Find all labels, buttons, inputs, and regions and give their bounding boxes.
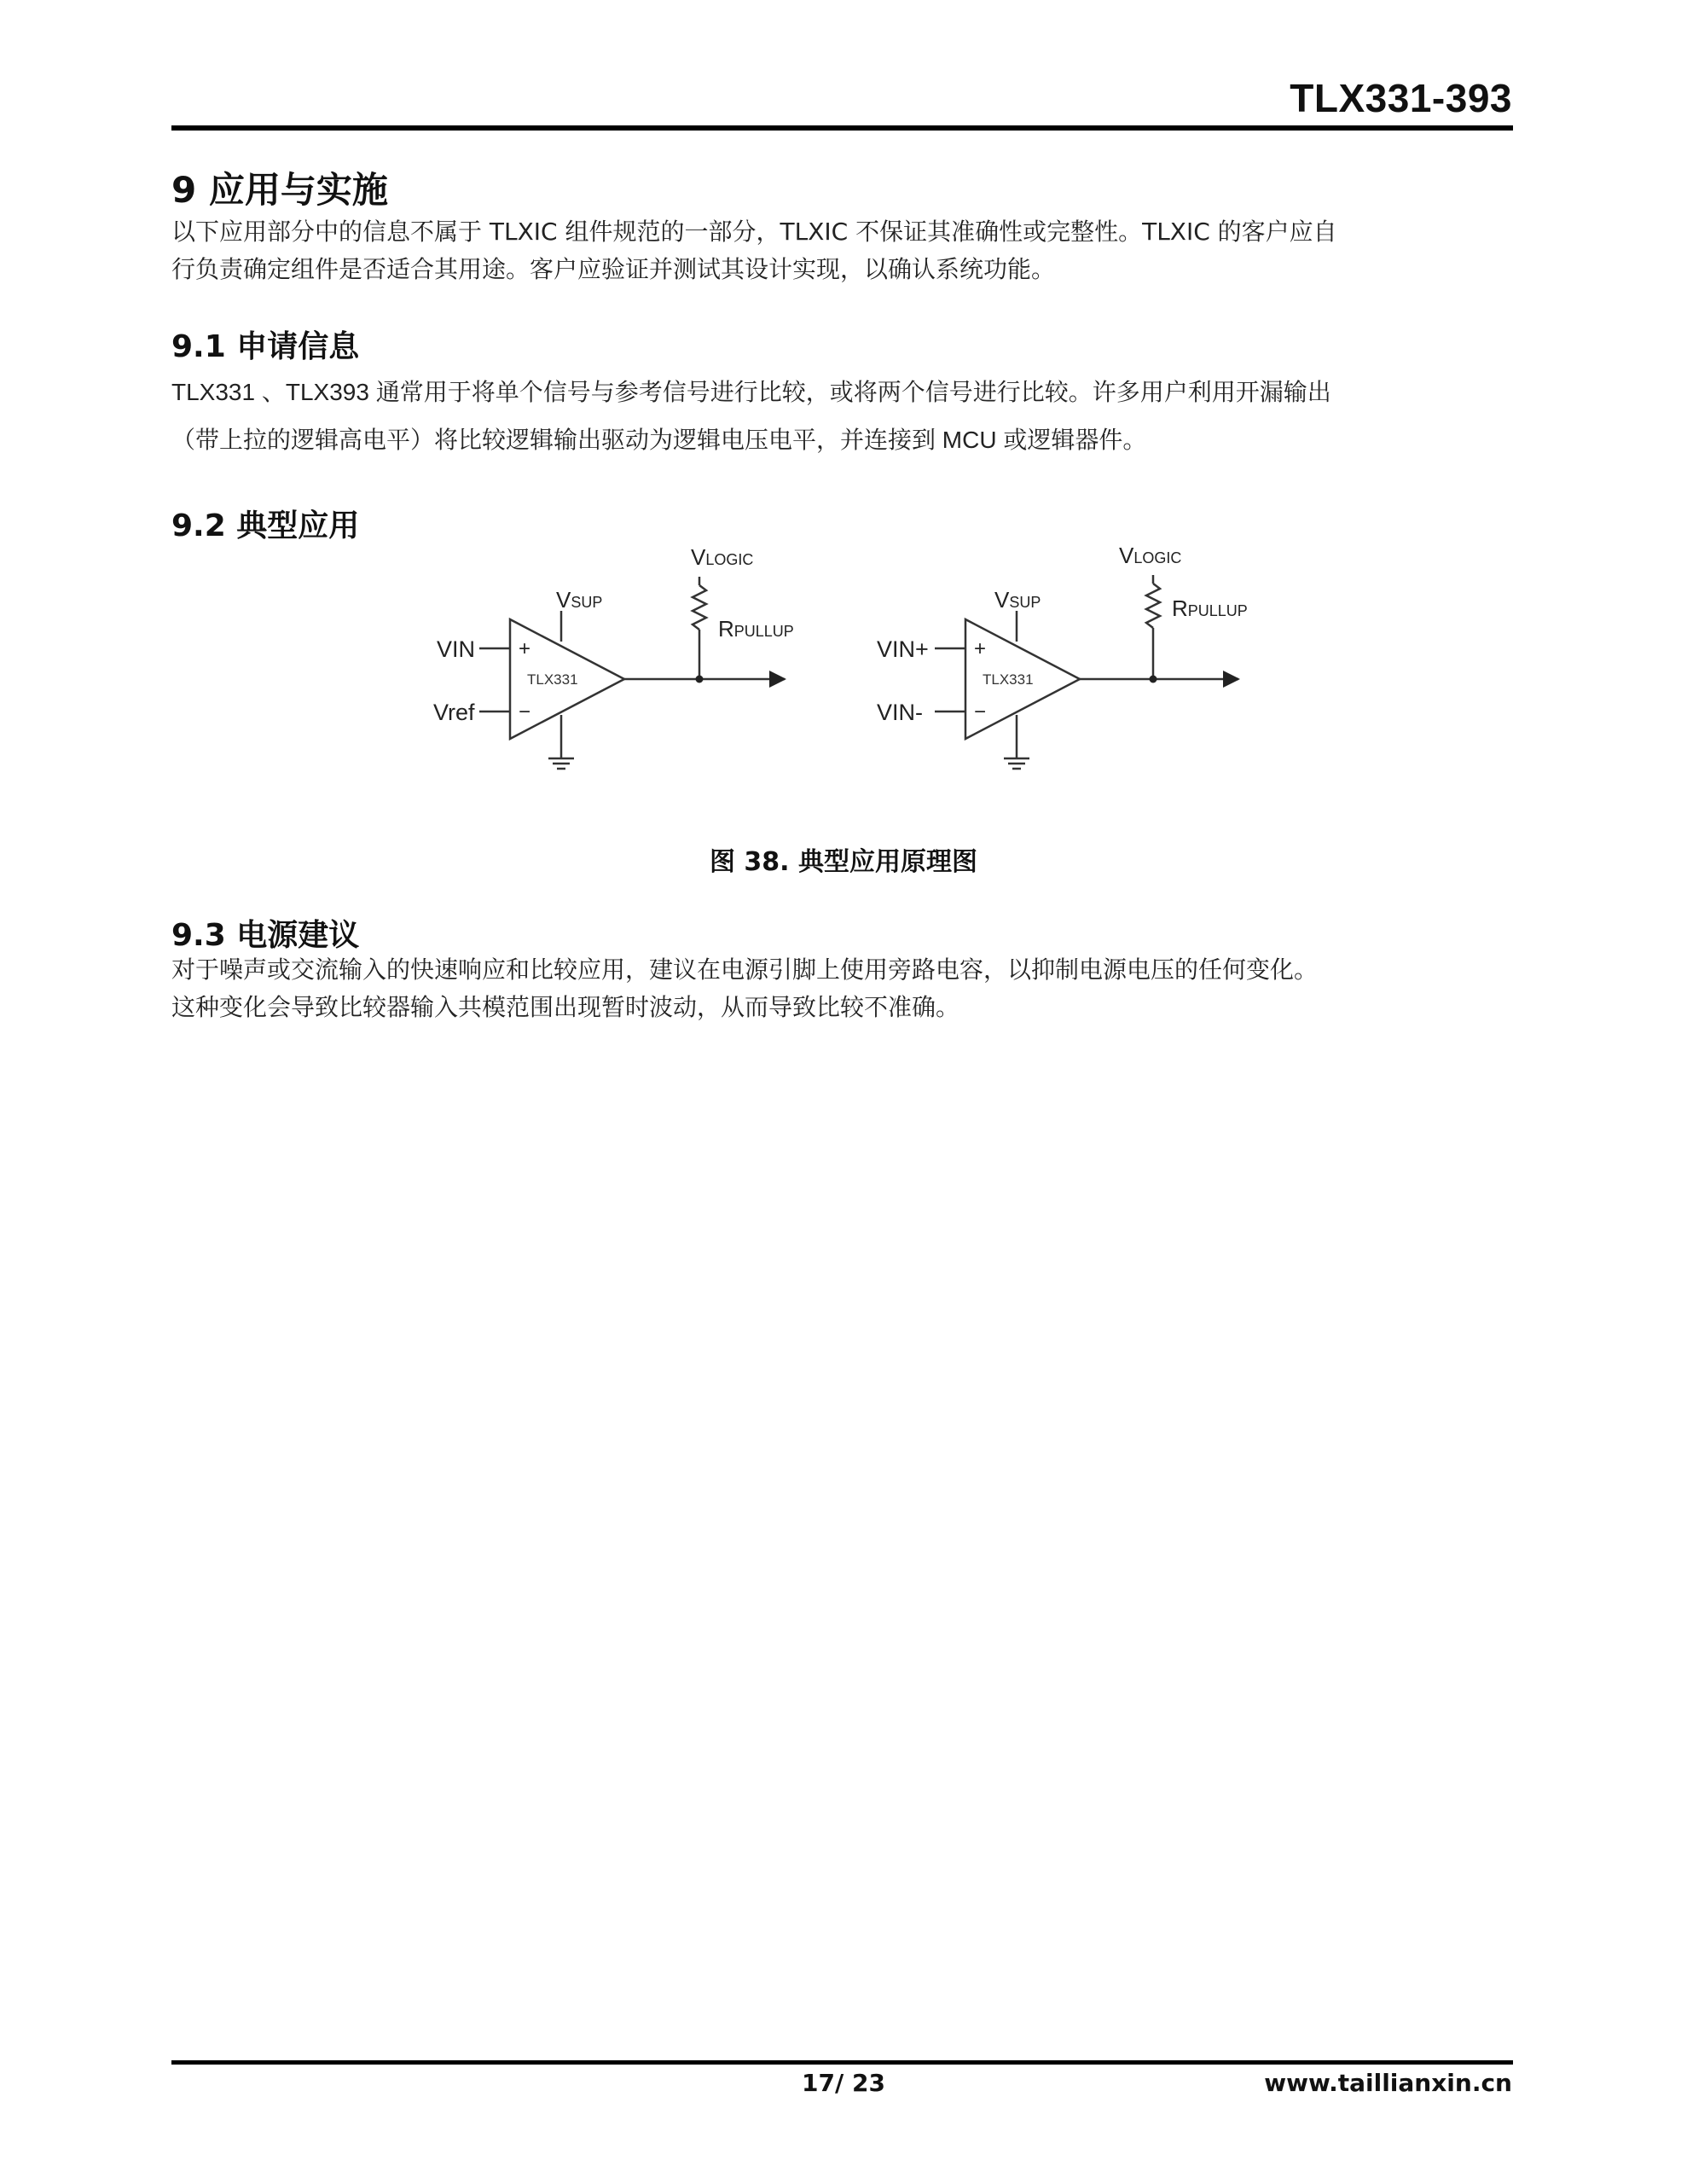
paragraph-line: 以下应用部分中的信息不属于 TLXIC 组件规范的一部分，TLXIC 不保证其准确性或完整性。TLXIC 的客户应自 <box>171 218 1337 246</box>
left-output-node <box>696 676 704 683</box>
section-9-1-paragraph <box>171 369 1515 464</box>
right-input-bottom-label: VIN- <box>877 700 923 725</box>
typical-application-schematic <box>409 541 1271 797</box>
right-part-label: TLX331 <box>983 671 1034 688</box>
left-input-bottom-label: Vref <box>433 700 475 725</box>
left-part-label: TLX331 <box>527 671 578 688</box>
left-vlogic-label: VLOGIC <box>691 544 754 570</box>
left-plus-sign: + <box>519 637 531 660</box>
left-comparator-circuit <box>479 577 785 769</box>
footer-website[interactable]: www.taillianxin.cn <box>1264 2069 1512 2097</box>
figure-caption: 图 38. 典型应用原理图 <box>709 847 978 877</box>
left-minus-sign: − <box>519 700 531 723</box>
right-rpullup-label: RPULLUP <box>1172 595 1248 621</box>
right-plus-sign: + <box>974 637 987 660</box>
section-9-1-heading: 9.1 申请信息 <box>171 329 360 364</box>
right-vlogic-label: VLOGIC <box>1119 543 1182 568</box>
right-pullup-resistor <box>1146 584 1160 628</box>
paragraph-line: 对于噪声或交流输入的快速响应和比较应用，建议在电源引脚上使用旁路电容，以抑制电源电压的任何变化。 <box>171 956 1319 984</box>
section-9-paragraph <box>171 213 1515 288</box>
paragraph-line: 这种变化会导致比较器输入共模范围出现暂时波动，从而导致比较不准确。 <box>171 993 960 1021</box>
right-minus-sign: − <box>974 700 987 723</box>
document-title: TLX331-393 <box>1290 76 1512 120</box>
paragraph-line: 行负责确定组件是否适合其用途。客户应验证并测试其设计实现，以确认系统功能。 <box>171 255 1056 283</box>
left-vsup-label: VSUP <box>556 587 603 613</box>
left-input-top-label: VIN <box>437 636 476 662</box>
section-9-3-heading: 9.3 电源建议 <box>171 918 360 953</box>
right-vsup-label: VSUP <box>994 587 1041 613</box>
footer-rule <box>171 2060 1513 2065</box>
right-output-node <box>1150 676 1157 683</box>
paragraph-line: TLX331 、TLX393 通常用于将单个信号与参考信号进行比较，或将两个信号进行比较。许多用户利用开漏输出 <box>171 379 1331 405</box>
page-number: 17/ 23 <box>802 2069 885 2097</box>
paragraph-line: （带上拉的逻辑高电平）将比较逻辑输出驱动为逻辑电压电平，并连接到 MCU 或逻辑器件。 <box>171 427 1147 453</box>
header-rule <box>171 125 1513 131</box>
section-9-heading: 9 应用与实施 <box>171 169 388 211</box>
section-9-3-paragraph <box>171 951 1515 1026</box>
left-rpullup-label: RPULLUP <box>718 616 794 642</box>
right-input-top-label: VIN+ <box>877 636 929 662</box>
left-pullup-resistor <box>693 585 706 630</box>
section-9-2-heading: 9.2 典型应用 <box>171 508 360 543</box>
